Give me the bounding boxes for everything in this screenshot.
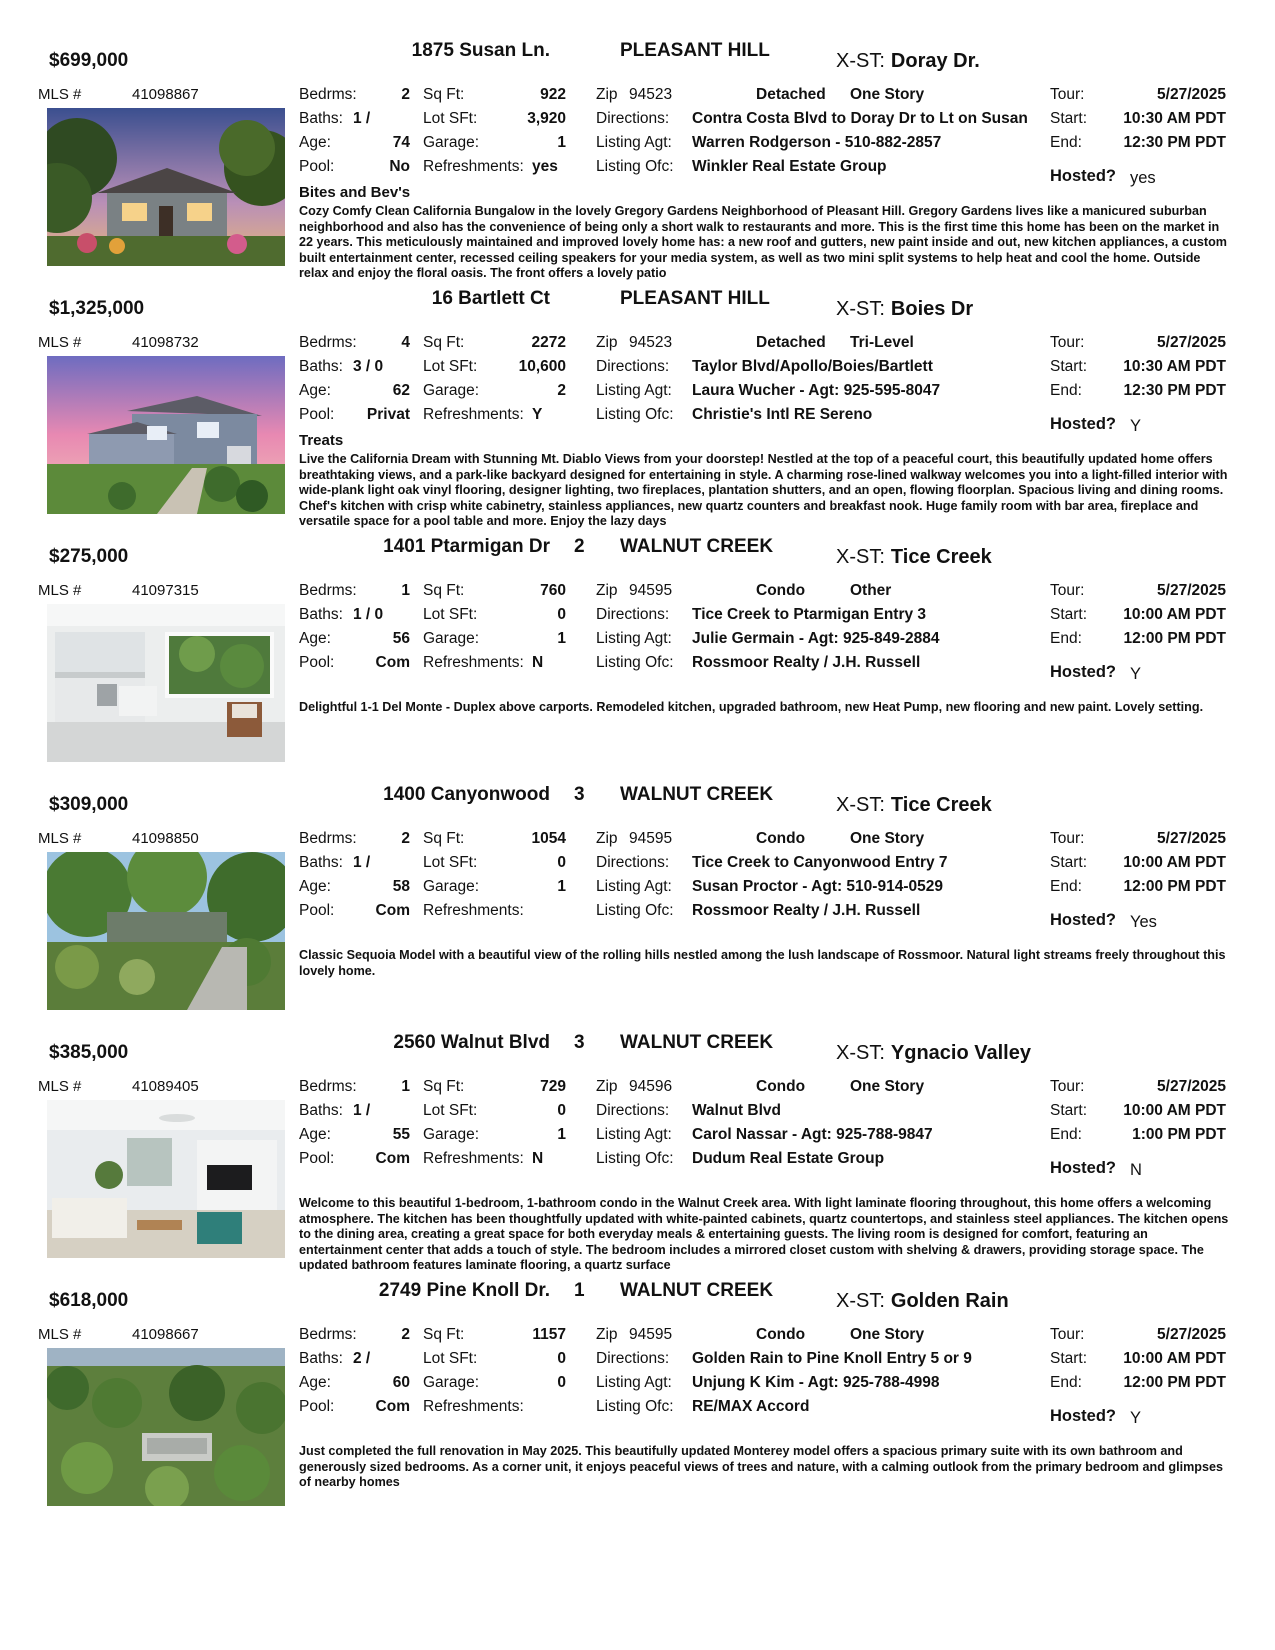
listing-description: Delightful 1-1 Del Monte - Duplex above carports. Remodeled kitchen, upgraded bathroom, new Heat Pump, new flooring and new paint. Lovely setting. <box>299 700 1204 714</box>
cross-street-label: X-ST: <box>836 794 885 816</box>
agent-label: Listing Agt: <box>596 1126 672 1143</box>
mls-label: MLS # <box>38 334 82 351</box>
directions-label: Directions: <box>596 358 670 375</box>
mls-number: 41098850 <box>132 830 199 847</box>
pool-value: Com <box>375 1398 410 1415</box>
cross-street <box>836 1042 1031 1065</box>
listing-price: $618,000 <box>49 1290 129 1311</box>
cross-street-value: Doray Dr. <box>890 50 980 72</box>
age-label: Age: <box>299 1126 331 1143</box>
listing-price: $1,325,000 <box>49 298 145 319</box>
refreshment-note: Bites and Bev's <box>299 184 411 201</box>
hosted-value: Yes <box>1130 913 1157 931</box>
listing-block <box>0 1032 1275 1292</box>
listing-photo <box>47 1348 285 1506</box>
listing-photo-image <box>47 1348 285 1506</box>
lot-value: 0 <box>557 606 566 623</box>
listing-description: Classic Sequoia Model with a beautiful view of the rolling hills nestled among the lush landscape of Rossmoor. Natural light streams freely throughout this lovely home. <box>299 948 1226 978</box>
refreshments-label: Refreshments: <box>423 406 524 423</box>
listing-block <box>0 1280 1275 1540</box>
directions-label: Directions: <box>596 1350 670 1367</box>
beds-label: Bedrms: <box>299 1078 357 1095</box>
listing-address: 1401 Ptarmigan Dr <box>383 536 550 557</box>
listing-block <box>0 536 1275 796</box>
lot-value: 3,920 <box>527 110 566 127</box>
tour-date: 5/27/2025 <box>1157 830 1226 847</box>
age-label: Age: <box>299 134 331 151</box>
cross-street-label: X-ST: <box>836 1042 885 1064</box>
cross-street <box>836 50 980 73</box>
baths-value: 1 / 0 <box>353 606 384 623</box>
agent-label: Listing Agt: <box>596 630 672 647</box>
refreshments-label: Refreshments: <box>423 654 524 671</box>
property-style: One Story <box>850 1078 925 1095</box>
end-time: 1:00 PM PDT <box>1132 1126 1226 1143</box>
cross-street-value: Golden Rain <box>890 1290 1009 1312</box>
start-label: Start: <box>1050 1350 1088 1367</box>
end-label: End: <box>1050 382 1082 399</box>
lot-value: 0 <box>557 1102 566 1119</box>
office-value: Christie's Intl RE Sereno <box>692 406 873 423</box>
cross-street-label: X-ST: <box>836 1290 885 1312</box>
pool-value: Com <box>375 1150 410 1167</box>
directions-value: Golden Rain to Pine Knoll Entry 5 or 9 <box>692 1350 972 1367</box>
end-label: End: <box>1050 630 1082 647</box>
listing-city: PLEASANT HILL <box>620 288 770 309</box>
sqft-label: Sq Ft: <box>423 1326 465 1343</box>
baths-label: Baths: <box>299 854 343 871</box>
garage-label: Garage: <box>423 134 480 151</box>
listing-price: $309,000 <box>49 794 129 815</box>
cross-street-value: Boies Dr <box>890 298 974 320</box>
listing-photo <box>47 852 285 1010</box>
agent-label: Listing Agt: <box>596 382 672 399</box>
beds-value: 2 <box>401 1326 410 1343</box>
start-label: Start: <box>1050 110 1088 127</box>
hosted-value: Y <box>1130 665 1142 683</box>
zip-label: Zip <box>596 582 618 599</box>
directions-label: Directions: <box>596 854 670 871</box>
pool-label: Pool: <box>299 1150 335 1167</box>
cross-street <box>836 546 992 569</box>
pool-label: Pool: <box>299 902 335 919</box>
age-value: 60 <box>392 1374 410 1391</box>
listing-description: Just completed the full renovation in May 2025. This beautifully updated Monterey model offers a spacious primary suite with its own bathroom and generously sized bedrooms. As a corner unit, it enjoys peaceful views of trees and nature, with a calming outlook from the primary bedroom and glimpses of nearby homes <box>299 1444 1223 1490</box>
cross-street-value: Tice Creek <box>890 546 992 568</box>
mls-label: MLS # <box>38 1078 82 1095</box>
directions-value: Tice Creek to Ptarmigan Entry 3 <box>692 606 927 623</box>
pool-value: No <box>389 158 410 175</box>
zip-label: Zip <box>596 830 618 847</box>
refreshments-label: Refreshments: <box>423 1398 524 1415</box>
mls-row <box>38 830 199 847</box>
hosted-label: Hosted? <box>1050 1159 1116 1177</box>
lot-value: 10,600 <box>518 358 566 375</box>
hosted-label: Hosted? <box>1050 415 1116 433</box>
sqft-value: 922 <box>540 86 566 103</box>
property-type: Detached <box>756 86 826 103</box>
start-time: 10:00 AM PDT <box>1123 1350 1226 1367</box>
refreshments-label: Refreshments: <box>423 158 524 175</box>
listing-photo-image <box>47 108 285 266</box>
refreshments-label: Refreshments: <box>423 1150 524 1167</box>
baths-label: Baths: <box>299 358 343 375</box>
listing-photo <box>47 1100 285 1258</box>
directions-value: Tice Creek to Canyonwood Entry 7 <box>692 854 948 871</box>
zip-value: 94523 <box>629 334 673 351</box>
mls-number: 41089405 <box>132 1078 199 1095</box>
office-label: Listing Ofc: <box>596 902 674 919</box>
tour-label: Tour: <box>1050 830 1085 847</box>
office-value: Rossmoor Realty / J.H. Russell <box>692 902 921 919</box>
listing-photo-image <box>47 604 285 762</box>
sqft-value: 1054 <box>531 830 566 847</box>
listing-block <box>0 40 1275 300</box>
lot-value: 0 <box>557 1350 566 1367</box>
zip-label: Zip <box>596 86 618 103</box>
mls-row <box>38 86 199 103</box>
sqft-label: Sq Ft: <box>423 334 465 351</box>
agent-value: Laura Wucher - Agt: 925-595-8047 <box>692 382 941 399</box>
baths-value: 2 / <box>353 1350 371 1367</box>
beds-value: 1 <box>401 582 410 599</box>
tour-date: 5/27/2025 <box>1157 1326 1226 1343</box>
lot-label: Lot SFt: <box>423 854 478 871</box>
sqft-value: 760 <box>540 582 566 599</box>
baths-value: 3 / 0 <box>353 358 384 375</box>
listing-description: Welcome to this beautiful 1-bedroom, 1-bathroom condo in the Walnut Creek area. With light laminate flooring throughout, this home offers a welcoming atmosphere. The kitchen has been thoughtfully updated with white-painted cabinets, quartz countertops, and stainless steel appliances. The kitchen opens to the dining area, creating a great space for both everyday meals & entertaining guests. The living room is designed for comfort, featuring an entertainment center that adds a touch of style. The bedroom includes a mirrored closet custom with shelving & drawers, providing storage space. The updated bathroom features laminate flooring, a quartz surface <box>299 1196 1229 1273</box>
hosted-label: Hosted? <box>1050 1407 1116 1425</box>
mls-row <box>38 582 199 599</box>
agent-value: Carol Nassar - Agt: 925-788-9847 <box>692 1126 933 1143</box>
tour-date: 5/27/2025 <box>1157 334 1226 351</box>
age-label: Age: <box>299 630 331 647</box>
end-time: 12:00 PM PDT <box>1123 630 1226 647</box>
property-type: Condo <box>756 1078 806 1095</box>
directions-value: Taylor Blvd/Apollo/Boies/Bartlett <box>692 358 933 375</box>
office-label: Listing Ofc: <box>596 1150 674 1167</box>
listing-city: PLEASANT HILL <box>620 40 770 61</box>
hosted-value: Y <box>1130 1409 1142 1427</box>
lot-label: Lot SFt: <box>423 110 478 127</box>
agent-value: Warren Rodgerson - 510-882-2857 <box>692 134 942 151</box>
start-time: 10:00 AM PDT <box>1123 606 1226 623</box>
pool-label: Pool: <box>299 406 335 423</box>
baths-label: Baths: <box>299 110 343 127</box>
listing-unit: 2 <box>574 536 585 557</box>
listing-photo <box>47 356 285 514</box>
beds-value: 1 <box>401 1078 410 1095</box>
mls-number: 41098867 <box>132 86 199 103</box>
mls-label: MLS # <box>38 830 82 847</box>
listing-photo-image <box>47 1100 285 1258</box>
zip-value: 94595 <box>629 1326 673 1343</box>
agent-label: Listing Agt: <box>596 134 672 151</box>
end-label: End: <box>1050 134 1082 151</box>
hosted-label: Hosted? <box>1050 663 1116 681</box>
tour-label: Tour: <box>1050 1078 1085 1095</box>
refreshments-value: N <box>532 654 544 671</box>
start-label: Start: <box>1050 854 1088 871</box>
listing-block <box>0 288 1275 548</box>
listing-photo-image <box>47 852 285 1010</box>
cross-street <box>836 298 973 321</box>
garage-label: Garage: <box>423 630 480 647</box>
age-value: 55 <box>392 1126 410 1143</box>
office-label: Listing Ofc: <box>596 406 674 423</box>
age-label: Age: <box>299 1374 331 1391</box>
zip-value: 94596 <box>629 1078 673 1095</box>
property-type: Condo <box>756 830 806 847</box>
end-time: 12:00 PM PDT <box>1123 878 1226 895</box>
office-value: RE/MAX Accord <box>692 1398 810 1415</box>
directions-label: Directions: <box>596 1102 670 1119</box>
start-time: 10:30 AM PDT <box>1123 110 1226 127</box>
beds-label: Bedrms: <box>299 1326 357 1343</box>
age-label: Age: <box>299 878 331 895</box>
cross-street-label: X-ST: <box>836 298 885 320</box>
start-label: Start: <box>1050 1102 1088 1119</box>
sqft-value: 1157 <box>532 1326 566 1343</box>
age-value: 56 <box>392 630 410 647</box>
garage-label: Garage: <box>423 1126 480 1143</box>
end-time: 12:00 PM PDT <box>1123 1374 1226 1391</box>
end-label: End: <box>1050 1126 1082 1143</box>
listing-city: WALNUT CREEK <box>620 784 774 805</box>
listing-photo-image <box>47 356 285 514</box>
start-time: 10:00 AM PDT <box>1123 1102 1226 1119</box>
mls-row <box>38 334 199 351</box>
property-style: One Story <box>850 830 925 847</box>
garage-value: 2 <box>557 382 566 399</box>
property-type: Condo <box>756 582 806 599</box>
office-label: Listing Ofc: <box>596 158 674 175</box>
listing-price: $385,000 <box>49 1042 129 1063</box>
mls-row <box>38 1078 199 1095</box>
zip-value: 94595 <box>629 830 673 847</box>
lot-label: Lot SFt: <box>423 1102 478 1119</box>
beds-value: 2 <box>401 830 410 847</box>
age-value: 62 <box>392 382 410 399</box>
listing-address: 16 Bartlett Ct <box>431 288 550 309</box>
listing-city: WALNUT CREEK <box>620 1032 774 1053</box>
mls-label: MLS # <box>38 86 82 103</box>
listing-address: 2749 Pine Knoll Dr. <box>378 1280 550 1301</box>
mls-number: 41098732 <box>132 334 199 351</box>
beds-label: Bedrms: <box>299 582 357 599</box>
hosted-label: Hosted? <box>1050 167 1116 185</box>
property-type: Detached <box>756 334 826 351</box>
pool-value: Privat <box>366 406 410 423</box>
listing-address: 2560 Walnut Blvd <box>393 1032 550 1053</box>
mls-row <box>38 1326 199 1343</box>
cross-street <box>836 794 992 817</box>
listing-address: 1400 Canyonwood <box>383 784 550 805</box>
beds-label: Bedrms: <box>299 830 357 847</box>
pool-label: Pool: <box>299 654 335 671</box>
baths-value: 1 / <box>353 854 371 871</box>
garage-label: Garage: <box>423 878 480 895</box>
listing-unit: 3 <box>574 784 585 805</box>
listing-address: 1875 Susan Ln. <box>411 40 550 61</box>
sqft-label: Sq Ft: <box>423 86 465 103</box>
office-value: Winkler Real Estate Group <box>692 158 887 175</box>
pool-label: Pool: <box>299 1398 335 1415</box>
tour-label: Tour: <box>1050 334 1085 351</box>
listing-photo <box>47 108 285 266</box>
sqft-value: 729 <box>540 1078 566 1095</box>
lot-value: 0 <box>557 854 566 871</box>
lot-label: Lot SFt: <box>423 606 478 623</box>
garage-value: 1 <box>557 134 566 151</box>
beds-label: Bedrms: <box>299 334 357 351</box>
cross-street <box>836 1290 1009 1313</box>
garage-value: 1 <box>557 630 566 647</box>
garage-value: 1 <box>557 1126 566 1143</box>
mls-label: MLS # <box>38 1326 82 1343</box>
agent-label: Listing Agt: <box>596 878 672 895</box>
pool-value: Com <box>375 902 410 919</box>
office-label: Listing Ofc: <box>596 1398 674 1415</box>
refreshments-value: Y <box>532 406 543 423</box>
tour-date: 5/27/2025 <box>1157 86 1226 103</box>
age-label: Age: <box>299 382 331 399</box>
mls-number: 41098667 <box>132 1326 199 1343</box>
baths-label: Baths: <box>299 606 343 623</box>
beds-value: 4 <box>401 334 410 351</box>
property-style: One Story <box>850 86 925 103</box>
end-time: 12:30 PM PDT <box>1123 382 1226 399</box>
directions-value: Walnut Blvd <box>692 1102 781 1119</box>
sqft-label: Sq Ft: <box>423 1078 465 1095</box>
garage-label: Garage: <box>423 382 480 399</box>
garage-value: 1 <box>557 878 566 895</box>
lot-label: Lot SFt: <box>423 1350 478 1367</box>
listing-description: Live the California Dream with Stunning Mt. Diablo Views from your doorstep! Nestled at the top of a peaceful court, this beautifully updated home offers breathtaking views, and a park-like backyard designed for entertaining in style. A charming rose-lined walkway welcomes you into a light-filled interior with wide-plank light oak vinyl flooring, designer lighting, two fireplaces, plantation shutters, and an open, flowing floorplan. Spacious living and dining rooms. Chef's kitchen with crisp white cabinetry, stainless appliances, new quartz counters and breakfast nook. Huge family room with bar area, fireplace and versatile space for a pool table and more. Enjoy the lazy days <box>299 452 1228 529</box>
garage-label: Garage: <box>423 1374 480 1391</box>
hosted-value: Y <box>1130 417 1142 435</box>
refreshments-label: Refreshments: <box>423 902 524 919</box>
property-style: Tri-Level <box>850 334 914 351</box>
directions-label: Directions: <box>596 110 670 127</box>
listing-block <box>0 784 1275 1044</box>
beds-value: 2 <box>401 86 410 103</box>
office-label: Listing Ofc: <box>596 654 674 671</box>
start-time: 10:30 AM PDT <box>1123 358 1226 375</box>
zip-label: Zip <box>596 334 618 351</box>
agent-value: Susan Proctor - Agt: 510-914-0529 <box>692 878 943 895</box>
pool-value: Com <box>375 654 410 671</box>
directions-value: Contra Costa Blvd to Doray Dr to Lt on Susan <box>692 110 1028 127</box>
listing-photo <box>47 604 285 762</box>
listing-unit: 1 <box>574 1280 585 1301</box>
cross-street-value: Tice Creek <box>890 794 992 816</box>
agent-value: Unjung K Kim - Agt: 925-788-4998 <box>692 1374 940 1391</box>
garage-value: 0 <box>557 1374 566 1391</box>
office-value: Rossmoor Realty / J.H. Russell <box>692 654 921 671</box>
end-time: 12:30 PM PDT <box>1123 134 1226 151</box>
start-label: Start: <box>1050 358 1088 375</box>
hosted-label: Hosted? <box>1050 911 1116 929</box>
end-label: End: <box>1050 878 1082 895</box>
cross-street-label: X-ST: <box>836 546 885 568</box>
zip-value: 94523 <box>629 86 673 103</box>
hosted-value: yes <box>1130 169 1156 187</box>
agent-label: Listing Agt: <box>596 1374 672 1391</box>
zip-label: Zip <box>596 1326 618 1343</box>
start-time: 10:00 AM PDT <box>1123 854 1226 871</box>
property-style: Other <box>850 582 892 599</box>
listing-description: Cozy Comfy Clean California Bungalow in the lovely Gregory Gardens Neighborhood of Pleasant Hill. Gregory Gardens lives like a manicured suburban neighborhood and also has the convenience of being only a short walk to restaurants and more. This is the first time this home has been on the market in 22 years. This meticulously maintained and improved lovely home has: a new roof and gutters, new paint inside and out, new kitchen appliances, a custom built entertainment center, recessed ceiling speakers for your media system, as well as two mini split systems to help heat and cool the home. Outside relax and enjoy the floral oasis. The front offers a lovely patio <box>299 204 1227 281</box>
property-style: One Story <box>850 1326 925 1343</box>
beds-label: Bedrms: <box>299 86 357 103</box>
listing-city: WALNUT CREEK <box>620 536 774 557</box>
tour-label: Tour: <box>1050 1326 1085 1343</box>
hosted-value: N <box>1130 1161 1142 1179</box>
office-value: Dudum Real Estate Group <box>692 1150 885 1167</box>
zip-value: 94595 <box>629 582 673 599</box>
sqft-label: Sq Ft: <box>423 830 465 847</box>
sqft-value: 2272 <box>531 334 566 351</box>
cross-street-label: X-ST: <box>836 50 885 72</box>
pool-label: Pool: <box>299 158 335 175</box>
refreshments-value: yes <box>532 158 558 175</box>
refreshments-value: N <box>532 1150 544 1167</box>
zip-label: Zip <box>596 1078 618 1095</box>
property-type: Condo <box>756 1326 806 1343</box>
refreshment-note: Treats <box>299 432 344 449</box>
lot-label: Lot SFt: <box>423 358 478 375</box>
age-value: 74 <box>392 134 410 151</box>
baths-label: Baths: <box>299 1102 343 1119</box>
mls-number: 41097315 <box>132 582 199 599</box>
start-label: Start: <box>1050 606 1088 623</box>
agent-value: Julie Germain - Agt: 925-849-2884 <box>692 630 940 647</box>
sqft-label: Sq Ft: <box>423 582 465 599</box>
baths-label: Baths: <box>299 1350 343 1367</box>
tour-label: Tour: <box>1050 582 1085 599</box>
baths-value: 1 / <box>353 1102 371 1119</box>
listing-unit: 3 <box>574 1032 585 1053</box>
baths-value: 1 / <box>353 110 371 127</box>
directions-label: Directions: <box>596 606 670 623</box>
age-value: 58 <box>392 878 410 895</box>
tour-date: 5/27/2025 <box>1157 582 1226 599</box>
listing-city: WALNUT CREEK <box>620 1280 774 1301</box>
listing-price: $275,000 <box>49 546 129 567</box>
end-label: End: <box>1050 1374 1082 1391</box>
cross-street-value: Ygnacio Valley <box>890 1042 1031 1064</box>
mls-label: MLS # <box>38 582 82 599</box>
tour-date: 5/27/2025 <box>1157 1078 1226 1095</box>
listing-price: $699,000 <box>49 50 129 71</box>
tour-label: Tour: <box>1050 86 1085 103</box>
